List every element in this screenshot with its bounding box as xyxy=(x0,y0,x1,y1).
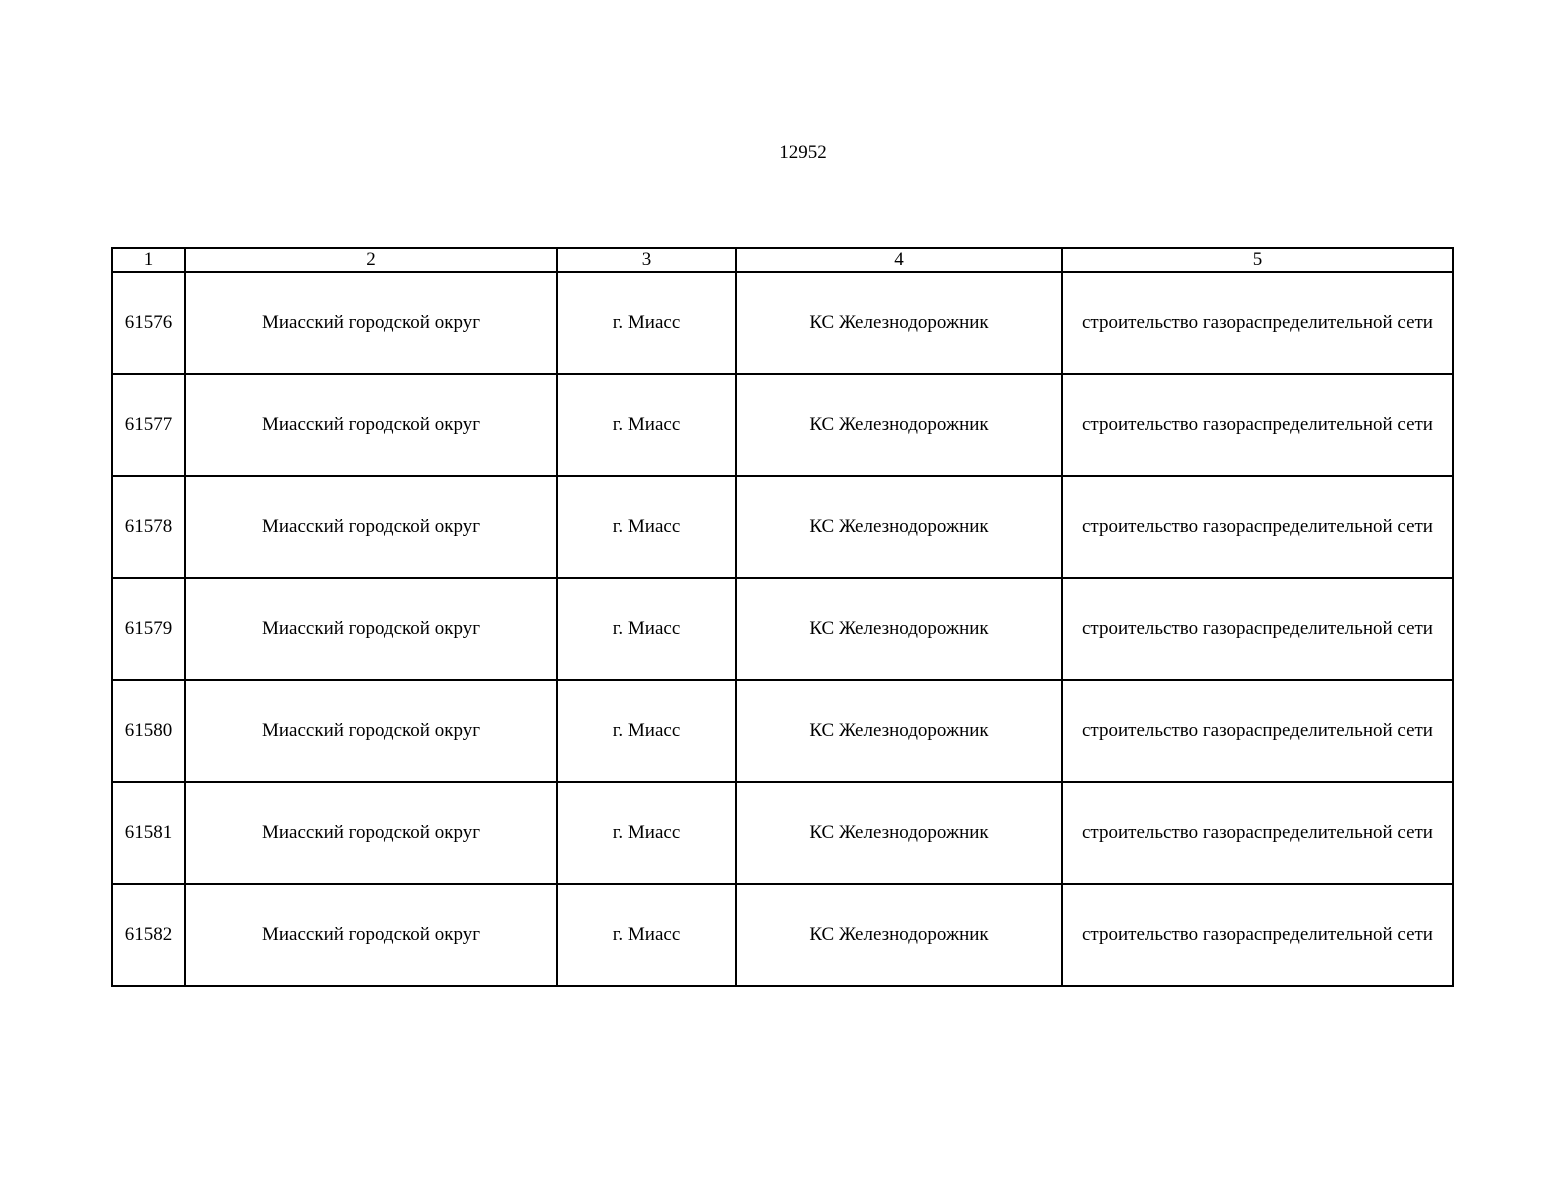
table-header-row xyxy=(112,248,1453,272)
cell-city: г. Миасс xyxy=(557,782,736,884)
cell-site: КС Железнодорожник xyxy=(736,884,1062,986)
cell-site: КС Железнодорожник xyxy=(736,578,1062,680)
table-row xyxy=(112,884,1453,986)
table-row xyxy=(112,578,1453,680)
cell-district: Миасский городской округ xyxy=(185,476,557,578)
cell-city: г. Миасс xyxy=(557,272,736,374)
cell-id: 61579 xyxy=(112,578,185,680)
table-row xyxy=(112,680,1453,782)
cell-purpose: строительство газораспределительной сети xyxy=(1062,272,1453,374)
cell-city: г. Миасс xyxy=(557,680,736,782)
column-number-3: 3 xyxy=(557,248,736,272)
cell-site: КС Железнодорожник xyxy=(736,272,1062,374)
table-row xyxy=(112,476,1453,578)
cell-city: г. Миасс xyxy=(557,578,736,680)
column-number-4: 4 xyxy=(736,248,1062,272)
cell-district: Миасский городской округ xyxy=(185,374,557,476)
cell-district: Миасский городской округ xyxy=(185,272,557,374)
cell-site: КС Железнодорожник xyxy=(736,476,1062,578)
cell-district: Миасский городской округ xyxy=(185,782,557,884)
cell-site: КС Железнодорожник xyxy=(736,374,1062,476)
cell-id: 61581 xyxy=(112,782,185,884)
table-row xyxy=(112,272,1453,374)
cell-id: 61580 xyxy=(112,680,185,782)
column-number-2: 2 xyxy=(185,248,557,272)
cell-city: г. Миасс xyxy=(557,374,736,476)
cell-district: Миасский городской округ xyxy=(185,578,557,680)
cell-site: КС Железнодорожник xyxy=(736,680,1062,782)
cell-purpose: строительство газораспределительной сети xyxy=(1062,680,1453,782)
cell-district: Миасский городской округ xyxy=(185,884,557,986)
cell-id: 61578 xyxy=(112,476,185,578)
table-row xyxy=(112,782,1453,884)
cell-id: 61577 xyxy=(112,374,185,476)
cell-site: КС Железнодорожник xyxy=(736,782,1062,884)
cell-district: Миасский городской округ xyxy=(185,680,557,782)
cell-city: г. Миасс xyxy=(557,884,736,986)
column-number-1: 1 xyxy=(112,248,185,272)
data-table xyxy=(111,247,1454,987)
cell-purpose: строительство газораспределительной сети xyxy=(1062,884,1453,986)
cell-purpose: строительство газораспределительной сети xyxy=(1062,578,1453,680)
cell-city: г. Миасс xyxy=(557,476,736,578)
cell-purpose: строительство газораспределительной сети xyxy=(1062,476,1453,578)
table-row xyxy=(112,374,1453,476)
cell-purpose: строительство газораспределительной сети xyxy=(1062,374,1453,476)
cell-id: 61582 xyxy=(112,884,185,986)
page-number: 12952 xyxy=(779,142,827,163)
column-number-5: 5 xyxy=(1062,248,1453,272)
cell-purpose: строительство газораспределительной сети xyxy=(1062,782,1453,884)
cell-id: 61576 xyxy=(112,272,185,374)
